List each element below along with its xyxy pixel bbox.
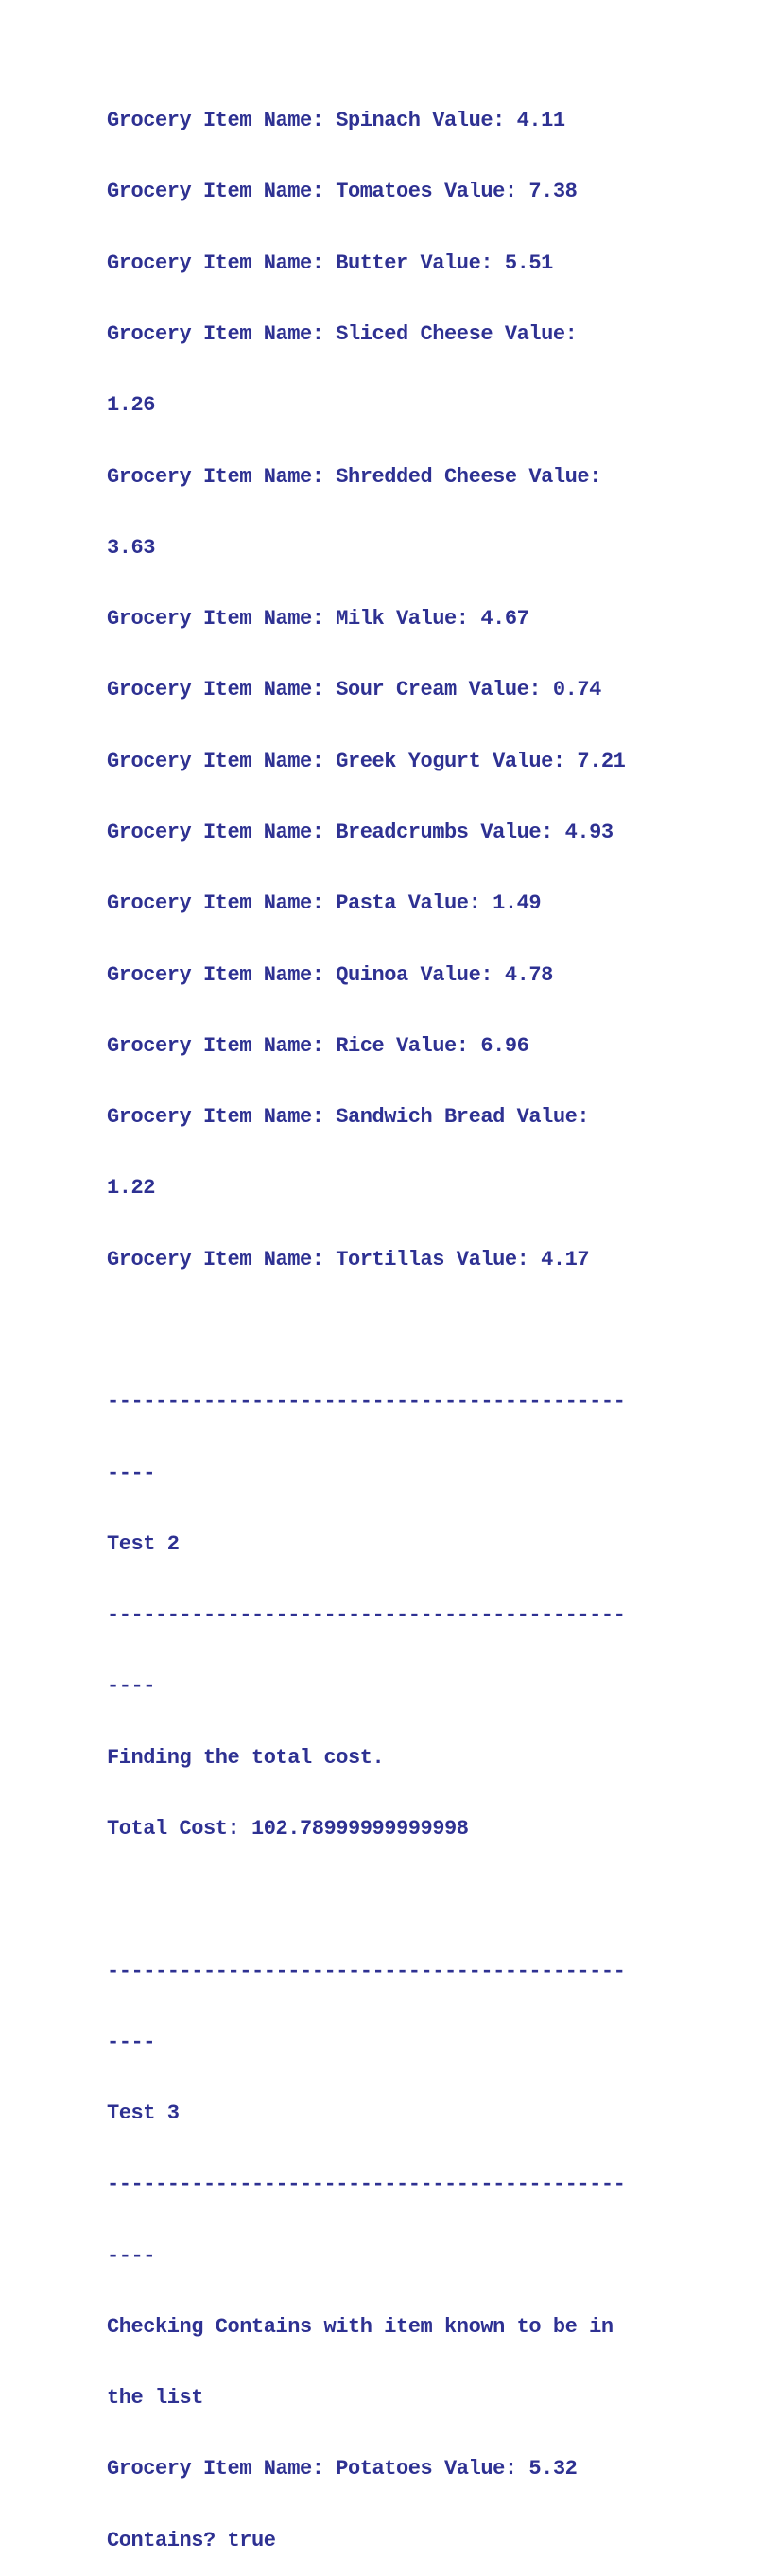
- separator-line: ----: [107, 1461, 156, 1485]
- console-line: 1.22: [107, 1176, 156, 1201]
- console-line: Grocery Item Name: Rice Value: 6.96: [107, 1033, 529, 1058]
- separator-line: -------------------------------------------: [107, 2172, 626, 2197]
- console-line: Grocery Item Name: Sandwich Bread Value:: [107, 1105, 590, 1130]
- separator-line: -------------------------------------------: [107, 1390, 626, 1414]
- console-line: 3.63: [107, 535, 156, 560]
- console-line: Grocery Item Name: Greek Yogurt Value: 7.21: [107, 749, 626, 773]
- console-line: the list: [107, 2386, 204, 2411]
- separator-line: ----: [107, 2030, 156, 2054]
- separator-line: ----: [107, 2243, 156, 2268]
- console-line: Grocery Item Name: Tomatoes Value: 7.38: [107, 180, 578, 204]
- console-line: Grocery Item Name: Pasta Value: 1.49: [107, 891, 542, 916]
- console-line: Grocery Item Name: Milk Value: 4.67: [107, 607, 529, 631]
- console-line: Grocery Item Name: Shredded Cheese Value:: [107, 464, 601, 489]
- separator-line: -------------------------------------------: [107, 1959, 626, 1983]
- console-line: Grocery Item Name: Spinach Value: 4.11: [107, 109, 565, 133]
- total-cost-line: Total Cost: 102.78999999999998: [107, 1816, 469, 1841]
- console-line: Grocery Item Name: Butter Value: 5.51: [107, 251, 553, 275]
- console-line: Checking Contains with item known to be in: [107, 2314, 614, 2339]
- console-line: 1.26: [107, 393, 156, 418]
- console-line: Grocery Item Name: Potatoes Value: 5.32: [107, 2457, 578, 2481]
- console-line: [107, 1319, 750, 1342]
- separator-line: ----: [107, 1674, 156, 1699]
- console-line: Grocery Item Name: Tortillas Value: 4.17: [107, 1247, 590, 1271]
- console-line: Finding the total cost.: [107, 1745, 385, 1770]
- console-line: [107, 1888, 750, 1911]
- contains-result-line: Contains? true: [107, 2528, 276, 2552]
- separator-line: -------------------------------------------: [107, 1603, 626, 1628]
- console-line: Grocery Item Name: Sour Cream Value: 0.74: [107, 678, 601, 702]
- console-line: Grocery Item Name: Quinoa Value: 4.78: [107, 962, 553, 987]
- test-heading: Test 2: [107, 1531, 180, 1556]
- console-line: Grocery Item Name: Sliced Cheese Value:: [107, 322, 578, 347]
- console-line: Grocery Item Name: Breadcrumbs Value: 4.93: [107, 821, 614, 844]
- test-heading: Test 3: [107, 2101, 180, 2126]
- console-output: [107, 61, 750, 2576]
